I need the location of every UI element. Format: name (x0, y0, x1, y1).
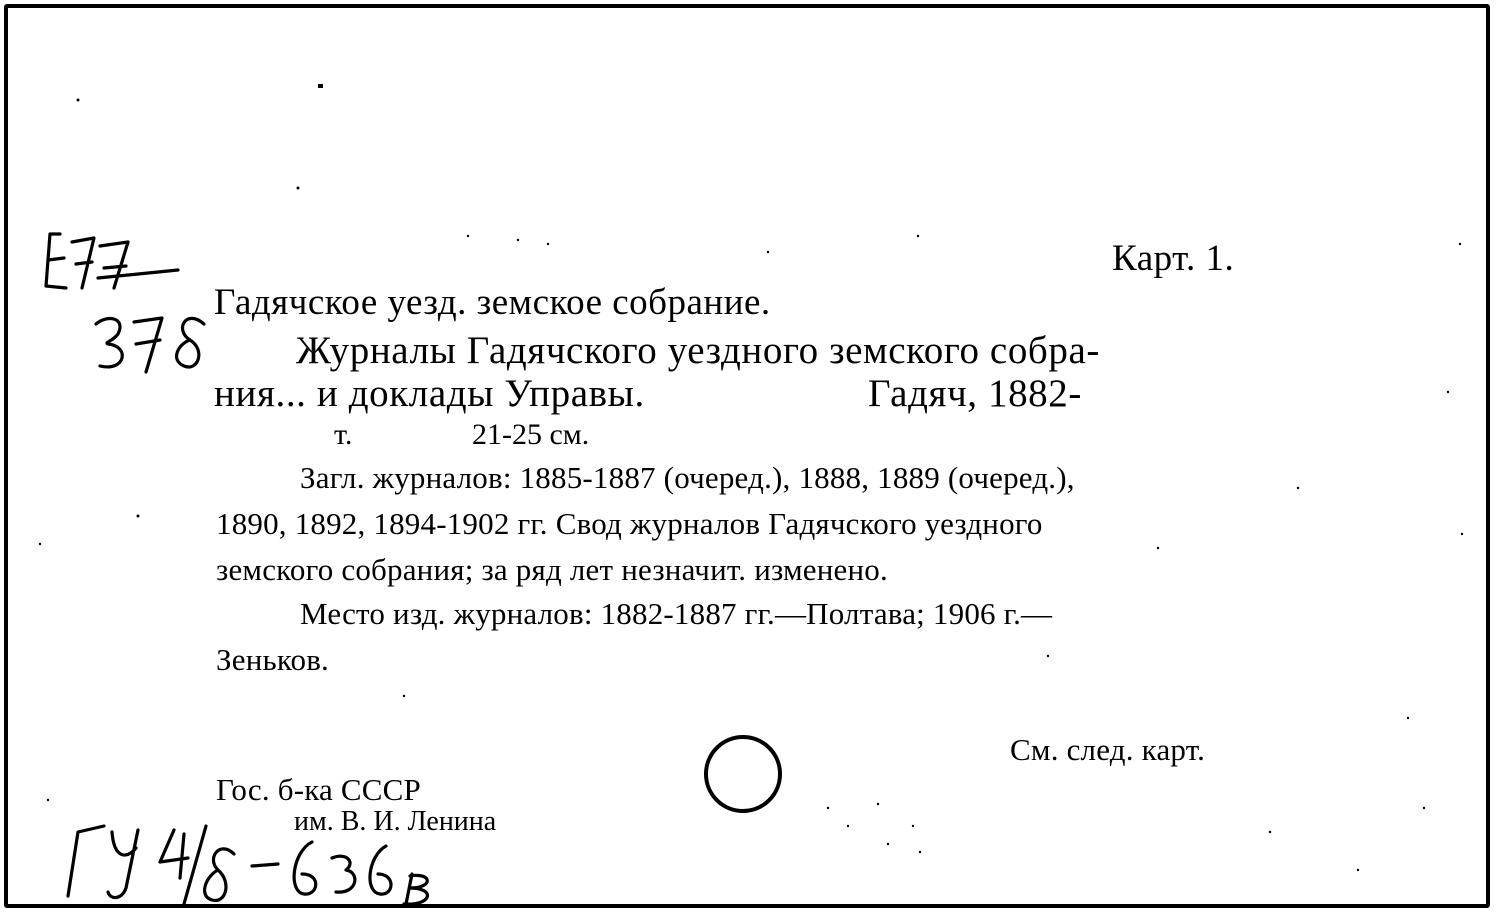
title-line-1: Журналы Гадячского уездного земского собра- (296, 329, 1100, 372)
note-1-line-1: Загл. журналов: 1885-1887 (очеред.), 1888, 1889 (очеред.), (300, 460, 1075, 495)
note-2-line-1: Место изд. журналов: 1882-1887 гг.—Полтава; 1906 г.— (300, 596, 1053, 631)
size: 21-25 см. (472, 418, 590, 451)
library-line-1: Гос. б-ка СССР (216, 772, 421, 807)
catalog-card (4, 4, 1490, 908)
title-line-2: ния... и доклады Управы. (214, 372, 645, 415)
see-next-card: См. след. карт. (1010, 732, 1206, 767)
card-number: Карт. 1. (1112, 238, 1235, 279)
library-line-2-text: им. В. И. Ленина (294, 806, 497, 837)
volumes: т. (334, 418, 353, 451)
note-2-line-2: Зеньков. (216, 642, 329, 677)
note-1-line-2: 1890, 1892, 1894-1902 гг. Свод журналов Гадячского уездного (216, 506, 1043, 541)
punch-hole (704, 735, 782, 813)
handwritten-inventory-number (56, 808, 476, 912)
imprint: Гадяч, 1882- (868, 372, 1082, 415)
author-heading: Гадячское уезд. земское собрание. (214, 282, 771, 323)
note-1-line-3: земского собрания; за ряд лет незначит. изменено. (216, 552, 888, 587)
